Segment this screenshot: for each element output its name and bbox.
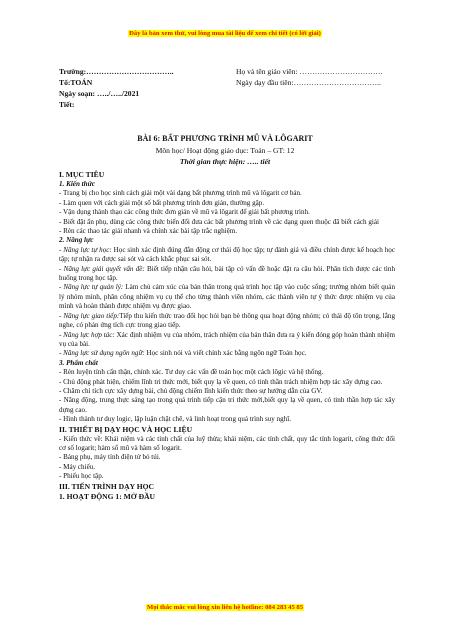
paragraph: - Rèn các thao tác giải nhanh và chính xác bài tập trắc nghiệm. [59, 227, 238, 236]
paragraph: - Kiến thức về: Khái niệm và các tính chất của luỹ thừa; khái niệm, các tính chất, quy tắc tính logarit, công thức đổi cơ số logarit; hàm số mũ và hàm số logarit. [59, 434, 395, 452]
paragraph: - Phiếu học tập. [59, 472, 104, 481]
paragraph: - Hình thành tư duy logic, lập luận chặt chẽ, và linh hoạt trong quá trình suy nghĩ. [59, 415, 291, 424]
paragraph-text: Học sinh xác định đúng đắn động cơ thái độ học tập; tự đánh giá và điều chỉnh được kế hoạch học tập; tự nhận ra được sai sót và cách khắc phục sai sót. [59, 245, 395, 264]
paragraph-lead: - Năng lực hợp tác: [59, 330, 115, 339]
paragraph-lead: - Năng lực tự quản lý: [59, 283, 124, 292]
header-right [236, 66, 383, 88]
section-heading: III. TIẾN TRÌNH DẠY HỌC [59, 481, 155, 491]
paragraph [59, 265, 395, 284]
paragraph [59, 349, 395, 358]
subsection-heading: 1. HOẠT ĐỘNG 1: MỞ ĐẦU [59, 491, 156, 501]
document-body [59, 170, 395, 502]
preview-banner [0, 30, 450, 37]
subsection-heading: 1. Kiến thức [59, 180, 95, 188]
preview-banner-text: Đây là bản xem thử, vui lòng mua tài liệu để xem chi tiết (có lời giải) [129, 30, 321, 37]
paragraph-text: Biết tiếp nhận câu hỏi, bài tập có vấn đề hoặc đặt ra câu hỏi. Phân tích được các tình huống trong học tập. [59, 264, 395, 283]
paragraph: - Năng động, trung thực sáng tạo trong quá trình tiếp cận tri thức mới,biết quy lạ về quen, có tinh thần hợp tác xây dựng cao. [59, 396, 395, 414]
paragraph-text: Tiếp thu kiến thức trao đổi học hỏi bạn bè thông qua hoạt động nhóm; có thái độ tôn trọng, lắng nghe, có phản ứng tích cực trong giao tiếp. [59, 311, 395, 330]
paragraph-lead: - Năng lực giải quyết vấn đề: [59, 264, 145, 273]
subsection-heading: 2. Năng lực [59, 236, 94, 245]
paragraph-text: Làm chủ cảm xúc của bản thân trong quá trình học tập vào cuộc sống; trưởng nhóm biết quản lý nhóm mình, phân công nhiệm vụ cụ thể cho từng thành viên nhóm, các thành viên tự ý thức được nhiệm vụ của mình và hoàn thành được nhiệm vụ được giao. [59, 283, 395, 311]
teacher-field: Họ và tên giáo viên: …………………………… [236, 67, 384, 76]
school-field: Trường:…………………………….. [59, 67, 174, 76]
paragraph: - Vận dụng thành thạo các công thức đơn giản về mũ và lôgarit để giải bất phương trình. [59, 208, 310, 217]
lesson-subject: Môn học/ Hoạt động giáo dục: Toán – GT: 12 [155, 146, 295, 155]
paragraph-text: Học sinh nói và viết chính xác bằng ngôn ngữ Toán học. [144, 349, 307, 358]
paragraph [59, 312, 395, 331]
paragraph-text: Xác định nhiệm vụ của nhóm, trách nhiệm của bản thân đưa ra ý kiến đóng góp hoàn thành nhiệm vụ của bài. [59, 330, 395, 348]
paragraph: - Biết đặt ẩn phụ, dùng các công thức biến đổi đưa các bất phương trình về các dạng quen thuộc đã biết cách giải [59, 217, 380, 226]
paragraph-lead: - Năng lực tự học: [59, 245, 112, 254]
paragraph: - Trang bị cho học sinh cách giải một vài dạng bất phương trình mũ và lôgarit cơ bản. [59, 189, 302, 198]
paragraph: - Máy chiếu. [59, 462, 96, 471]
hotline-banner [0, 604, 450, 611]
section-heading: I. MỤC TIÊU [59, 170, 105, 179]
date-field: Ngày soạn: …../…../2021 [59, 89, 140, 98]
paragraph [59, 283, 395, 311]
hotline-banner-text: Mọi thắc mắc vui lòng xin liên hệ hotline: 084 283 45 85 [146, 604, 304, 611]
paragraph-lead: - Năng lực giao tiếp: [59, 311, 120, 320]
period-field: Tiết: [59, 100, 75, 109]
paragraph: - Làm quen với cách giải một số bất phương trình đơn giản, thường gặp. [59, 198, 265, 207]
paragraph-lead: - Năng lực sử dụng ngôn ngữ: [59, 349, 145, 358]
paragraph: - Bảng phụ, máy tính điện tử bỏ túi. [59, 453, 161, 462]
lesson-time: Thời gian thực hiện: ….. tiết [179, 157, 271, 166]
paragraph [59, 331, 395, 350]
paragraph [59, 246, 395, 265]
paragraph: - Chăm chỉ tích cực xây dựng bài, chủ động chiếm lĩnh kiến thức theo sự hướng dẫn của GV. [59, 386, 323, 395]
paragraph: - Rèn luyện tính cẩn thận, chính xác. Tư duy các vấn đề toán học một cách lôgic và hệ thống. [59, 368, 324, 377]
paragraph: - Chủ động phát hiện, chiếm lĩnh tri thức mới, biết quy lạ về quen, có tinh thần trách nhiệm hợp tác xây dựng cao. [59, 377, 383, 386]
lesson-title: BÀI 6: BẤT PHƯƠNG TRÌNH MŨ VÀ LÔGARIT [137, 134, 313, 143]
section-heading: II. THIẾT BỊ DẠY HỌC VÀ HỌC LIỆU [59, 424, 193, 434]
first-day-field: Ngày dạy đầu tiên:…………………………….. [236, 78, 381, 87]
header-left [59, 66, 174, 110]
subsection-heading: 3. Phẩm chất [59, 358, 98, 367]
team-field: Tổ:TOÁN [59, 78, 93, 87]
